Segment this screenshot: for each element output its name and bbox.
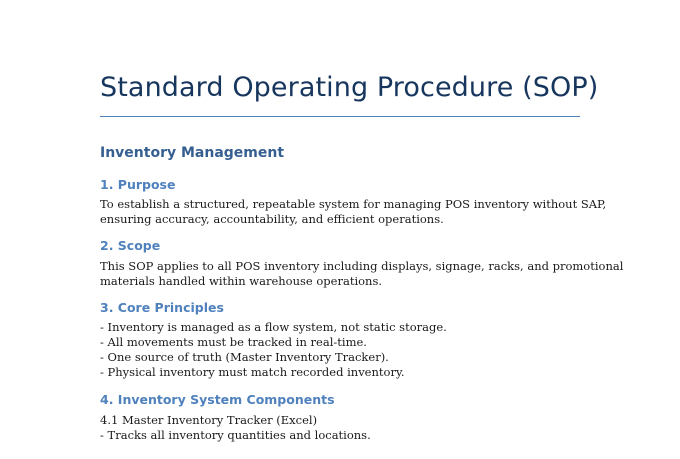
section-body-components — [100, 413, 570, 443]
list-item: - Tracks all inventory quantities and locations. — [100, 428, 371, 442]
paragraph-line: To establish a structured, repeatable system for managing POS inventory without SAP, — [100, 197, 607, 211]
list-item: - Physical inventory must match recorded inventory. — [100, 365, 405, 379]
document-title: Standard Operating Procedure (SOP) — [100, 72, 599, 103]
paragraph-line: This SOP applies to all POS inventory including displays, signage, racks, and promotional — [100, 259, 624, 273]
paragraph-line: ensuring accuracy, accountability, and efficient operations. — [100, 212, 444, 226]
section-heading-components: 4. Inventory System Components — [100, 392, 335, 407]
section-heading-purpose: 1. Purpose — [100, 177, 176, 192]
section-body-purpose — [100, 197, 607, 227]
section-heading-scope: 2. Scope — [100, 238, 161, 253]
section-heading-core-principles: 3. Core Principles — [100, 300, 224, 315]
title-divider — [100, 116, 580, 117]
subsection-heading: 4.1 Master Inventory Tracker (Excel) — [100, 413, 318, 427]
section-body-scope — [100, 259, 624, 289]
list-item: - One source of truth (Master Inventory Tracker). — [100, 350, 389, 364]
section-body-core-principles — [100, 320, 570, 380]
list-item: - Inventory is managed as a flow system, not static storage. — [100, 320, 447, 334]
document-subtitle: Inventory Management — [100, 145, 285, 161]
list-item: - All movements must be tracked in real-time. — [100, 335, 367, 349]
paragraph-line: materials handled within warehouse operations. — [100, 274, 383, 288]
